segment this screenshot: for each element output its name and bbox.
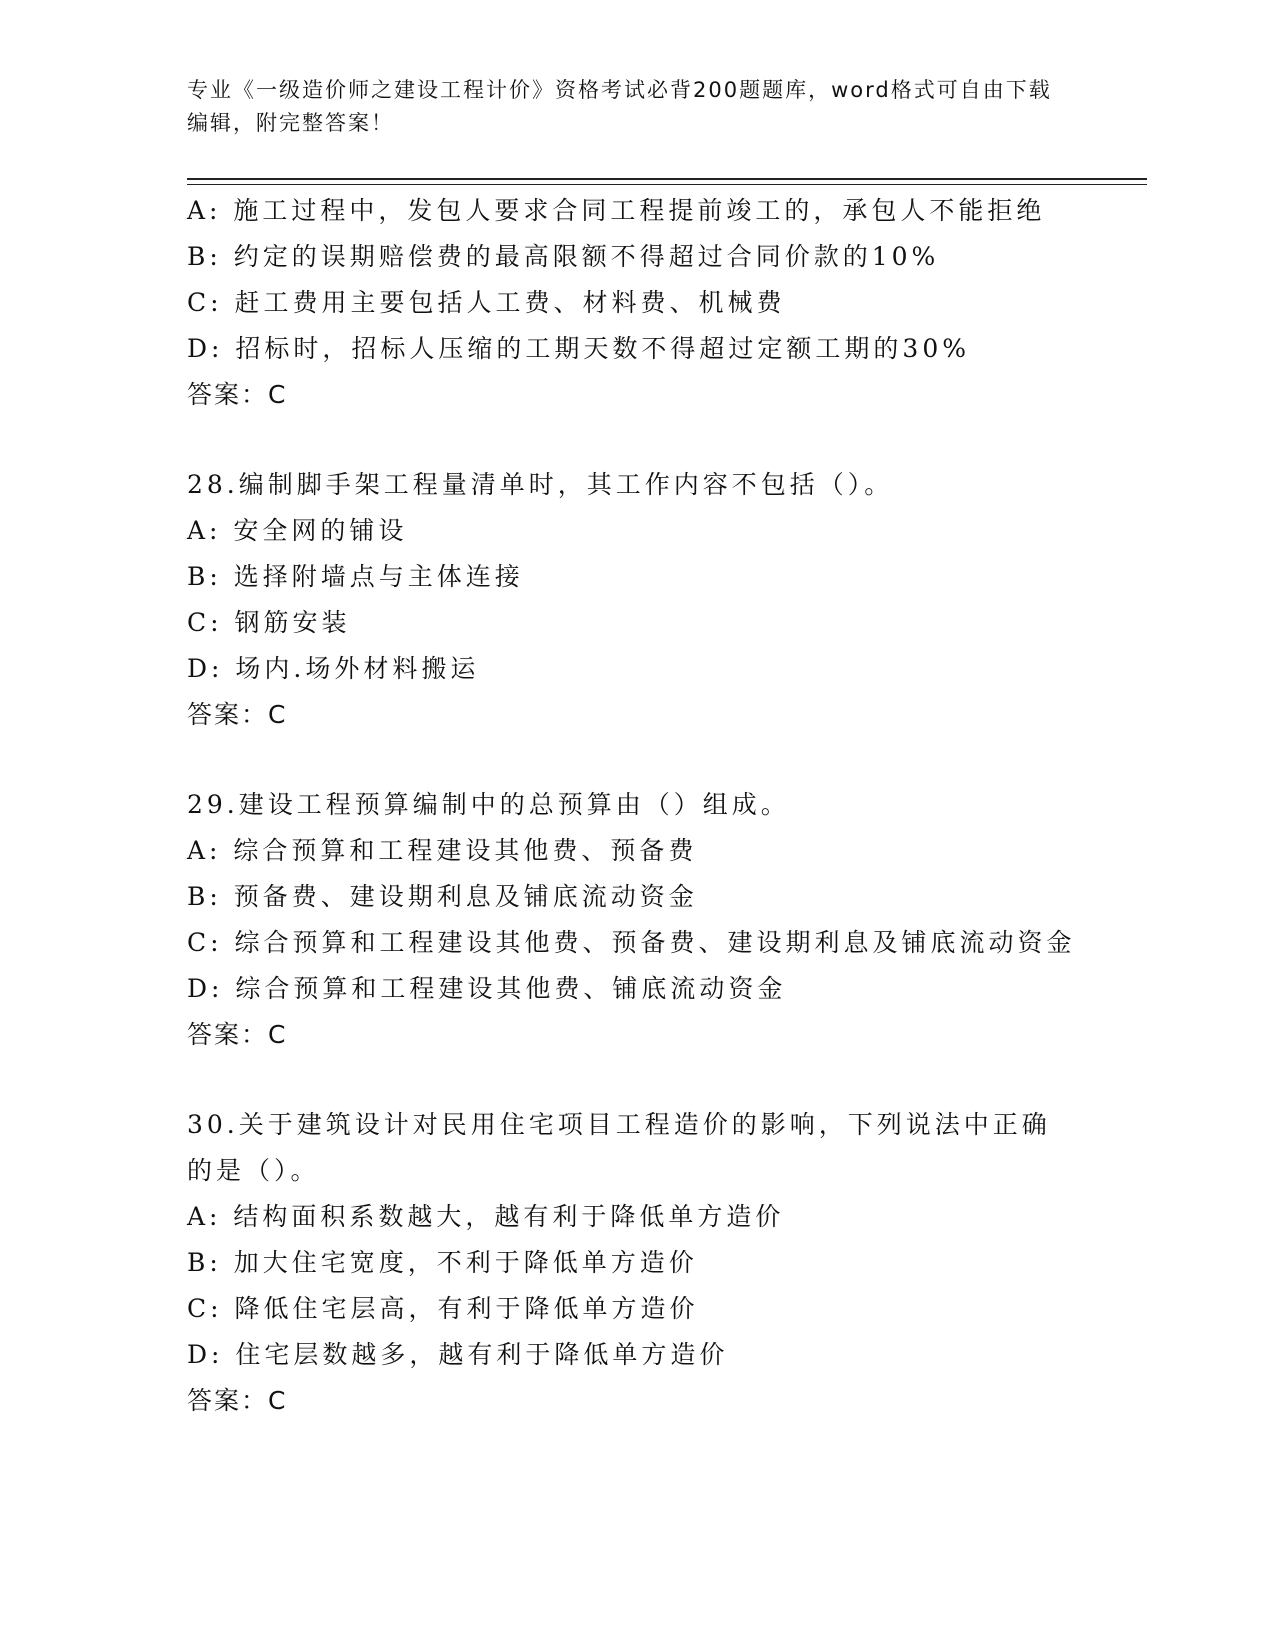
document-header: 专业《一级造价师之建设工程计价》资格考试必背200题题库，word格式可自由下载编辑，附完整答案！ [187, 78, 1052, 135]
option-a: A: 施工过程中，发包人要求合同工程提前竣工的，承包人不能拒绝 [187, 196, 1046, 225]
option-a: A: 安全网的铺设 [187, 516, 408, 545]
answer-line: 答案：C [187, 1020, 288, 1049]
question-list [187, 188, 1087, 1424]
option-d: D: 综合预算和工程建设其他费、铺底流动资金 [187, 974, 787, 1003]
option-d: D: 住宅层数越多，越有利于降低单方造价 [187, 1340, 729, 1369]
answer-line: 答案：C [187, 1386, 288, 1415]
question-29 [187, 782, 1087, 1058]
question-28 [187, 462, 1087, 738]
header-divider-thin [187, 184, 1147, 185]
option-c: C: 降低住宅层高，有利于降低单方造价 [187, 1294, 699, 1323]
option-d: D: 场内.场外材料搬运 [187, 654, 480, 683]
option-b: B: 加大住宅宽度，不利于降低单方造价 [187, 1248, 698, 1277]
answer-line: 答案：C [187, 700, 288, 729]
question-27 [187, 188, 1087, 418]
option-b: B: 选择附墙点与主体连接 [187, 562, 524, 591]
answer-line: 答案：C [187, 380, 288, 409]
option-d: D: 招标时，招标人压缩的工期天数不得超过定额工期的30% [187, 334, 970, 363]
question-stem: 30.关于建筑设计对民用住宅项目工程造价的影响，下列说法中正确的是（）。 [187, 1110, 1051, 1185]
option-b: B: 预备费、建设期利息及铺底流动资金 [187, 882, 698, 911]
option-a: A: 结构面积系数越大，越有利于降低单方造价 [187, 1202, 785, 1231]
question-30 [187, 1102, 1087, 1424]
option-c: C: 钢筋安装 [187, 608, 351, 637]
question-stem: 29.建设工程预算编制中的总预算由（）组成。 [187, 790, 790, 819]
header-divider-thick [187, 178, 1147, 180]
option-c: C: 赶工费用主要包括人工费、材料费、机械费 [187, 288, 786, 317]
option-c: C: 综合预算和工程建设其他费、预备费、建设期利息及铺底流动资金 [187, 928, 1076, 957]
question-stem: 28.编制脚手架工程量清单时，其工作内容不包括（）。 [187, 470, 894, 499]
option-b: B: 约定的误期赔偿费的最高限额不得超过合同价款的10% [187, 242, 940, 271]
option-a: A: 综合预算和工程建设其他费、预备费 [187, 836, 698, 865]
